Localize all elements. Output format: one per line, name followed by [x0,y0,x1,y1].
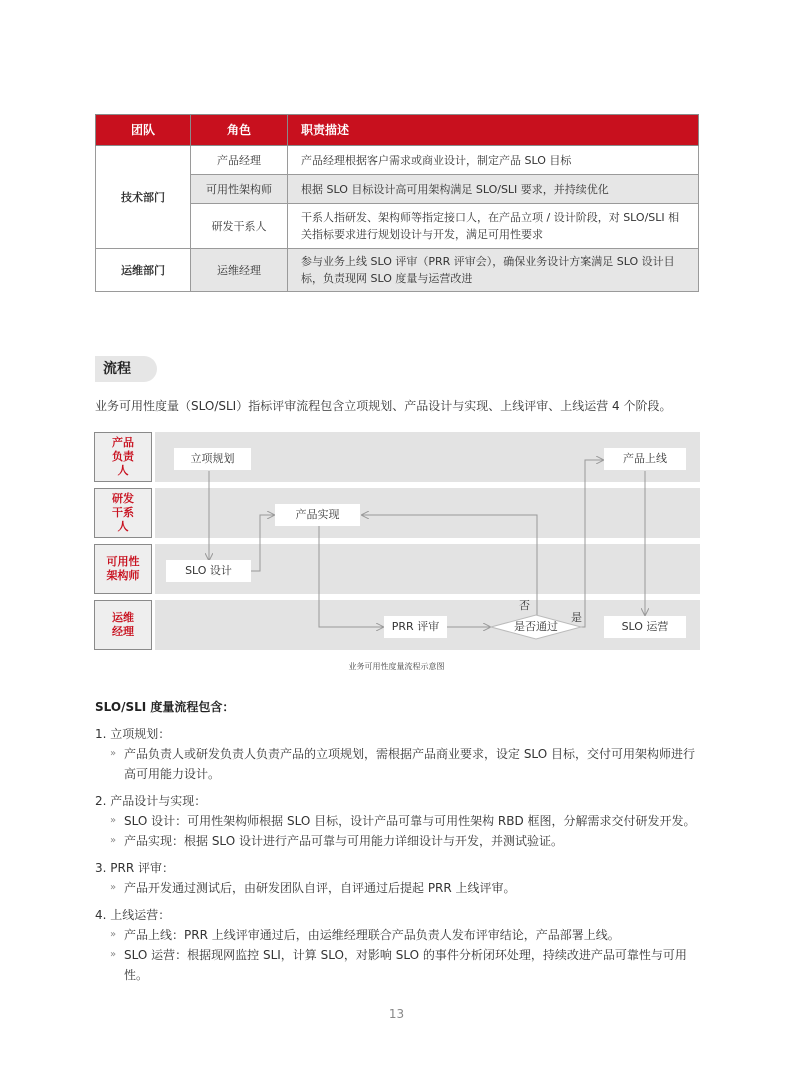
step-heading: 2. 产品设计与实现： [95,794,207,808]
bullet-item: » 产品上线：PRR 上线评审通过后，由运维经理联合产品负责人发布评审结论，产品部署上线。 [95,925,705,945]
bullet-item: » 产品实现：根据 SLO 设计进行产品可靠与可用能力详细设计与开发，并测试验证。 [95,831,705,851]
node-launch: 产品上线 [604,448,686,470]
node-decision: 是否通过 [514,620,558,633]
responsibility-table [95,114,699,292]
arrow-reject-loop [362,515,537,616]
process-list [95,724,705,992]
role-cell: 产品经理 [191,146,288,175]
node-prr: PRR 评审 [384,616,447,638]
desc-cell: 根据 SLO 目标设计高可用架构满足 SLO/SLI 要求，并持续优化 [288,175,699,204]
bullet-item: » SLO 运营：根据现网监控 SLI，计算 SLO，对影响 SLO 的事件分析闭环处理，持续改进产品可靠性与可用性。 [95,945,705,985]
arrow-approve-to-launch [581,460,603,627]
step-heading: 4. 上线运营： [95,908,171,922]
step-heading: 3. PRR 评审： [95,861,174,875]
table-row [96,146,699,175]
desc-cell: 干系人指研发、架构师等指定接口人，在产品立项 / 设计阶段，对 SLO/SLI 相关指标要求进行规划设计与开发，满足可用性要求 [288,204,699,249]
desc-cell: 参与业务上线 SLO 评审（PRR 评审会），确保业务设计方案满足 SLO 设计目标，负责现网 SLO 度量与运营改进 [288,249,699,292]
table-header-row [96,115,699,146]
role-cell: 研发干系人 [191,204,288,249]
header-role: 角色 [191,115,288,146]
list-item [95,905,705,985]
list-title: SLO/SLI 度量流程包含： [95,700,235,714]
role-cell: 可用性架构师 [191,175,288,204]
team-cell: 运维部门 [96,249,191,292]
role-cell: 运维经理 [191,249,288,292]
desc-cell: 产品经理根据客户需求或商业设计，制定产品 SLO 目标 [288,146,699,175]
bullet-item: » 产品负责人或研发负责人负责产品的立项规划，需根据产品商业要求，设定 SLO 目标，交付可用架构师进行高可用能力设计。 [95,744,705,784]
section-title: 流程 [95,356,157,382]
bullet-item: » 产品开发通过测试后，由研发团队自评，自评通过后提起 PRR 上线评审。 [95,878,705,898]
list-item [95,724,705,784]
figure-caption: 业务可用性度量流程示意图 [348,662,445,671]
bullet-item: » SLO 设计：可用性架构师根据 SLO 目标，设计产品可靠与可用性架构 RBD 框图，分解需求交付研发开发。 [95,811,705,831]
header-team: 团队 [96,115,191,146]
table-row [96,249,699,292]
bullet-mark-icon: » [110,949,117,960]
list-item [95,791,705,851]
lane-label-architect: 可用性架构师 [94,544,152,594]
bullet-mark-icon: » [110,929,117,940]
section-intro: 业务可用性度量（SLO/SLI）指标评审流程包含立项规划、产品设计与实现、上线评审、上线运营 4 个阶段。 [95,399,672,413]
step-heading: 1. 立项规划： [95,727,171,741]
list-item [95,858,705,898]
lane-label-product-owner: 产品负责人 [94,432,152,482]
node-implement: 产品实现 [275,504,360,526]
lane-label-ops-manager: 运维经理 [94,600,152,650]
bullet-mark-icon: » [110,748,117,759]
node-plan: 立项规划 [174,448,251,470]
bullet-mark-icon: » [110,815,117,826]
flowchart [94,432,702,656]
team-cell: 技术部门 [96,146,191,249]
node-slo-design: SLO 设计 [166,560,251,582]
node-slo-ops: SLO 运营 [604,616,686,638]
lane-label-dev-stakeholder: 研发干系人 [94,488,152,538]
page-number: 13 [388,1007,405,1021]
label-no: 否 [519,599,530,612]
bullet-mark-icon: » [110,835,117,846]
arrow-implement-to-prr [319,526,383,627]
label-yes: 是 [571,611,582,624]
arrow-design-to-implement [251,515,274,571]
bullet-mark-icon: » [110,882,117,893]
header-desc: 职责描述 [288,115,699,146]
